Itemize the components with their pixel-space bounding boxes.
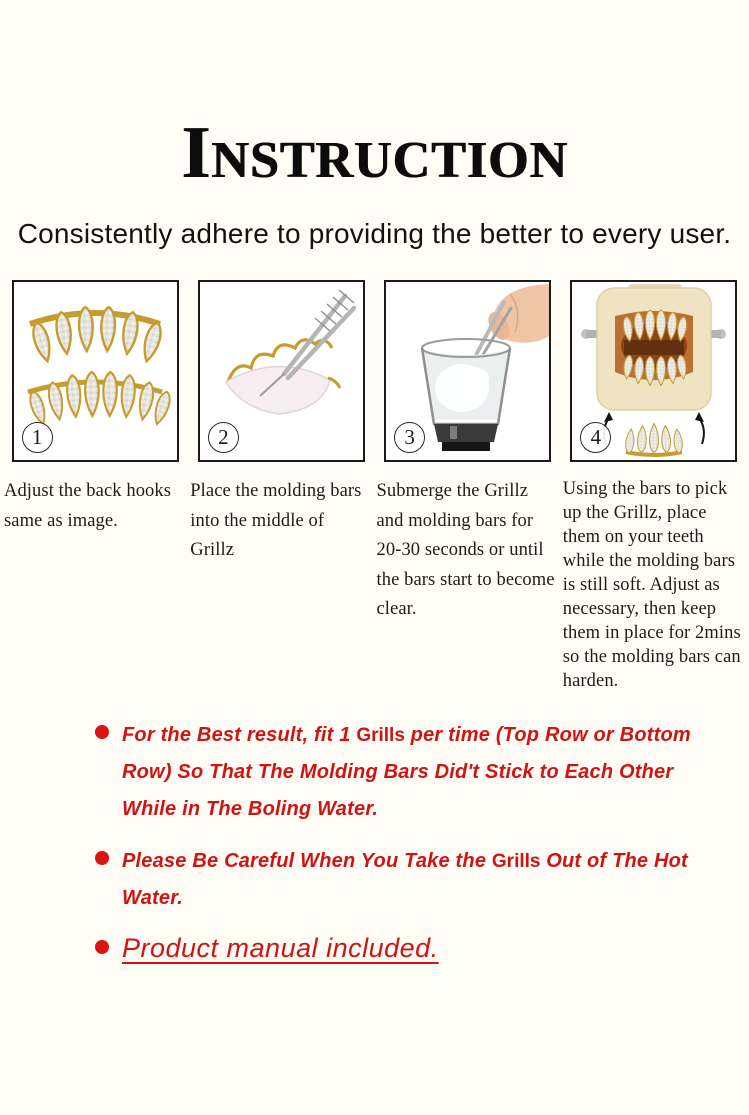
step-2-description: Place the molding bars into the middle of Grillz [190, 481, 362, 561]
steps-row [0, 280, 749, 693]
note-segment: Product manual included. [122, 933, 439, 964]
note-segment: Grills [491, 851, 541, 873]
note-segment: Please Be Careful When You Take the [122, 850, 492, 873]
bullet-dot-icon [95, 851, 109, 865]
note-segment: For the Best result, fit 1 [122, 724, 357, 747]
bullet-dot-icon [95, 940, 109, 954]
step-4-description: Using the bars to pick up the Grillz, place them on your teeth while the molding bars is still soft. Adjust as necessary, then keep them in place for 2mins so the molding bars can harden. [562, 479, 741, 692]
note-product-manual [95, 932, 725, 966]
note-segment: Out of The Hot Water. [122, 850, 688, 910]
step-1-figure [12, 280, 179, 462]
step-number-badge: 4 [580, 422, 611, 453]
step-2-figure [198, 280, 365, 462]
bullet-dot-icon [95, 725, 109, 739]
note-segment: per time (Top Row or Bottom Row) So That The Molding Bars Did't Stick to Each Other While in The Boling Water. [122, 724, 691, 821]
step-4-figure [570, 280, 737, 462]
page-subtitle: Consistently adhere to providing the better to every user. [17, 218, 732, 249]
step-4 [561, 280, 747, 693]
step-1 [2, 280, 188, 693]
note-text [122, 932, 439, 966]
note-be-careful [95, 843, 725, 917]
step-number-badge: 2 [208, 422, 239, 453]
note-best-result [95, 717, 725, 828]
instruction-sheet [0, 112, 749, 1115]
note-text [122, 843, 725, 917]
step-3 [375, 280, 561, 693]
step-number-badge: 3 [394, 422, 425, 453]
step-2 [188, 280, 374, 693]
step-3-description: Submerge the Grillz and molding bars for 20-30 seconds or until the bars start to become clear. [376, 481, 555, 620]
note-segment: Grills [356, 725, 405, 747]
step-1-description: Adjust the back hooks same as image. [4, 481, 172, 531]
page-title: Instruction [181, 112, 568, 194]
notes-section [95, 717, 725, 966]
step-number-badge: 1 [22, 422, 53, 453]
note-text [122, 717, 725, 828]
step-3-figure [384, 280, 551, 462]
